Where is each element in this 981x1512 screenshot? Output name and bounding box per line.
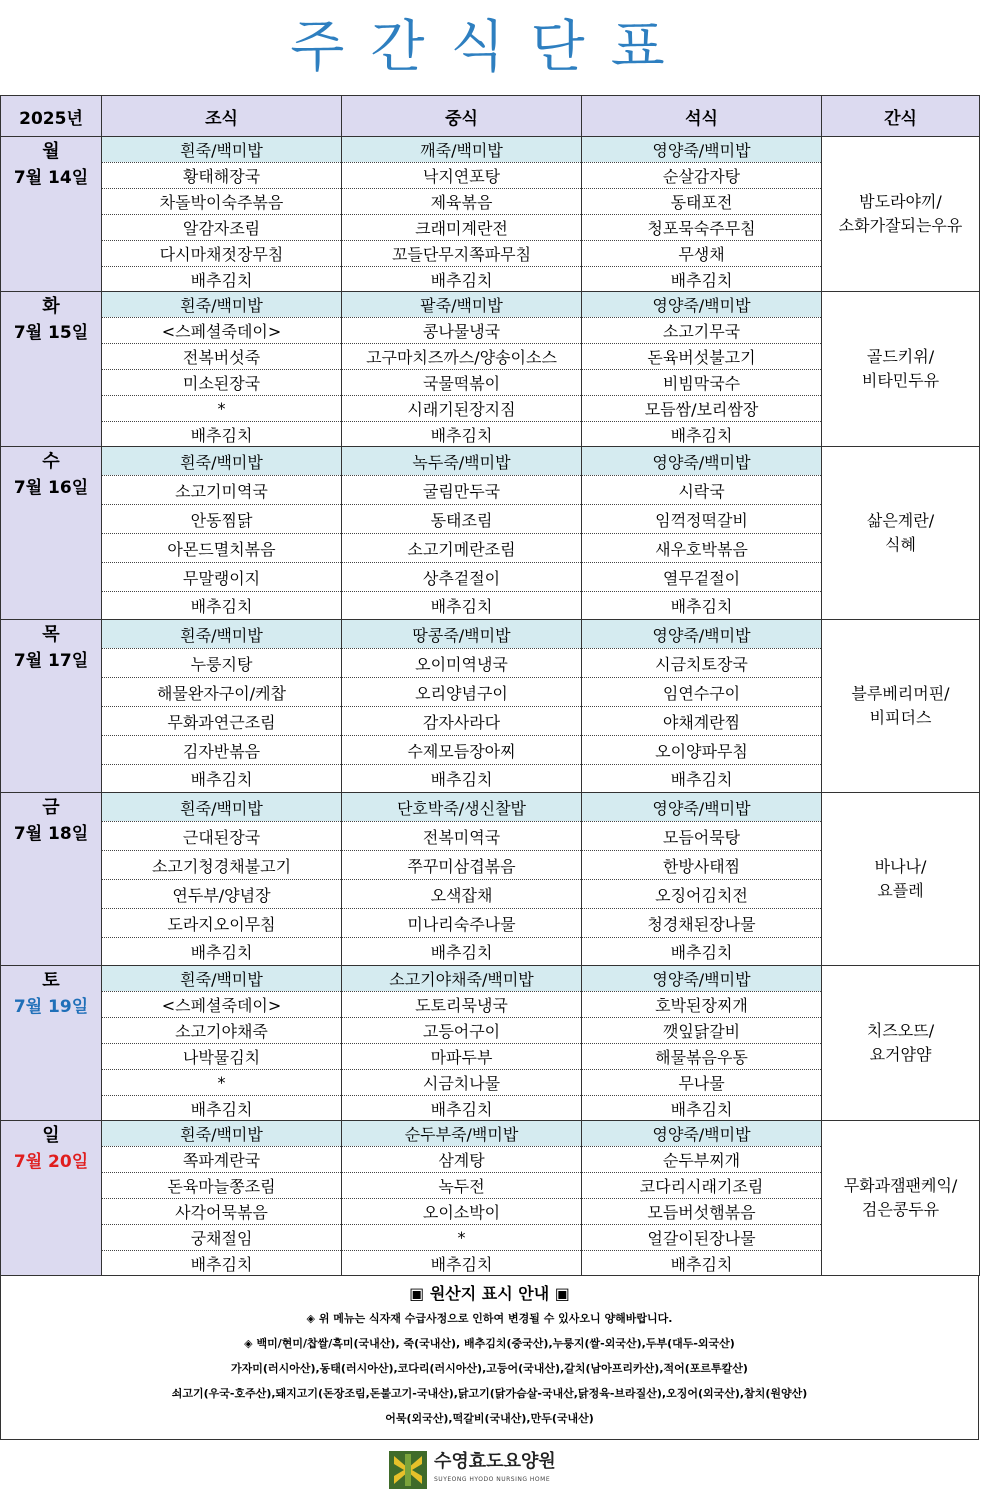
lunch-item: 오색잡채 xyxy=(342,880,582,909)
menu-row xyxy=(1,620,980,649)
breakfast-item: 김자반볶음 xyxy=(102,736,342,765)
lunch-item: 수제모듬장아찌 xyxy=(342,736,582,765)
breakfast-item: 나박물김치 xyxy=(102,1044,342,1070)
dinner-item: 청경채된장나물 xyxy=(582,909,822,938)
snack-line: 비타민두유 xyxy=(861,371,940,390)
lunch-item: 배추김치 xyxy=(342,1251,582,1276)
snack-cell xyxy=(822,447,980,620)
dinner-item: 한방사태찜 xyxy=(582,851,822,880)
lunch-item: 오이소박이 xyxy=(342,1199,582,1225)
lunch-item: 오이미역냉국 xyxy=(342,649,582,678)
dinner-item: 돈육버섯불고기 xyxy=(582,344,822,370)
menu-row xyxy=(1,1121,980,1147)
lunch-item: 팥죽/백미밥 xyxy=(342,292,582,318)
lunch-item: 꼬들단무지쪽파무침 xyxy=(342,241,582,267)
breakfast-item: 배추김치 xyxy=(102,267,342,292)
snack-line: 골드키위/ xyxy=(866,347,935,366)
breakfast-item: 차돌박이숙주볶음 xyxy=(102,189,342,215)
breakfast-item: 배추김치 xyxy=(102,765,342,793)
dinner-item: 순두부찌개 xyxy=(582,1147,822,1173)
day-cell xyxy=(1,966,102,1121)
dinner-item: 영양죽/백미밥 xyxy=(582,292,822,318)
dinner-item: 영양죽/백미밥 xyxy=(582,137,822,163)
dinner-item: 무생채 xyxy=(582,241,822,267)
breakfast-item: 흰죽/백미밥 xyxy=(102,966,342,992)
lunch-item: 오리양념구이 xyxy=(342,678,582,707)
day-date: 7월 18일 xyxy=(13,824,89,844)
lunch-item: 고등어구이 xyxy=(342,1018,582,1044)
breakfast-item: 소고기미역국 xyxy=(102,476,342,505)
breakfast-item: 전복버섯죽 xyxy=(102,344,342,370)
dinner-item: 영양죽/백미밥 xyxy=(582,966,822,992)
breakfast-item: 해물완자구이/케찹 xyxy=(102,678,342,707)
day-date: 7월 16일 xyxy=(13,478,89,498)
breakfast-item: <스페셜죽데이> xyxy=(102,992,342,1018)
snack-line: 요거얌얌 xyxy=(869,1045,932,1064)
lunch-item: 고구마치즈까스/양송이소스 xyxy=(342,344,582,370)
origin-notice xyxy=(0,1276,979,1440)
nursing-home-logo xyxy=(388,1446,598,1496)
lunch-item: 감자사라다 xyxy=(342,707,582,736)
day-name: 일 xyxy=(42,1125,60,1146)
snack-cell xyxy=(822,966,980,1121)
lunch-item: 마파두부 xyxy=(342,1044,582,1070)
breakfast-item: <스페셜죽데이> xyxy=(102,318,342,344)
breakfast-item: 누룽지탕 xyxy=(102,649,342,678)
breakfast-header: 조식 xyxy=(102,96,342,137)
dinner-item: 임꺽정떡갈비 xyxy=(582,505,822,534)
lunch-item: 배추김치 xyxy=(342,938,582,966)
snack-line: 요플레 xyxy=(877,881,924,900)
lunch-item: 제육볶음 xyxy=(342,189,582,215)
dinner-item: 영양죽/백미밥 xyxy=(582,447,822,476)
dinner-item: 시락국 xyxy=(582,476,822,505)
dinner-item: 영양죽/백미밥 xyxy=(582,1121,822,1147)
breakfast-item: 배추김치 xyxy=(102,938,342,966)
snack-cell xyxy=(822,292,980,447)
day-date: 7월 19일 xyxy=(13,997,89,1017)
logo-mark-icon xyxy=(388,1450,428,1490)
dinner-item: 배추김치 xyxy=(582,1251,822,1276)
lunch-item: 도토리묵냉국 xyxy=(342,992,582,1018)
day-name: 화 xyxy=(42,296,60,317)
dinner-item: 야채계란찜 xyxy=(582,707,822,736)
lunch-item: 국물떡볶이 xyxy=(342,370,582,396)
logo-subtitle: SUYEONG HYODO NURSING HOME xyxy=(434,1476,551,1483)
dinner-item: 무나물 xyxy=(582,1070,822,1096)
snack-line: 치즈오뜨/ xyxy=(866,1021,935,1040)
breakfast-item: 다시마채젓장무침 xyxy=(102,241,342,267)
menu-row xyxy=(1,966,980,992)
lunch-item: 콩나물냉국 xyxy=(342,318,582,344)
dinner-item: 모듬버섯햄볶음 xyxy=(582,1199,822,1225)
day-name: 토 xyxy=(42,970,60,991)
breakfast-item: 흰죽/백미밥 xyxy=(102,292,342,318)
dinner-item: 깻잎닭갈비 xyxy=(582,1018,822,1044)
snack-line: 식혜 xyxy=(885,535,916,554)
snack-header: 간식 xyxy=(822,96,980,137)
header-row xyxy=(1,96,980,137)
notice-line: 어묵(외국산),떡갈비(국내산),만두(국내산) xyxy=(385,1412,594,1425)
day-cell xyxy=(1,292,102,447)
lunch-item: 전복미역국 xyxy=(342,822,582,851)
dinner-item: 오이양파무침 xyxy=(582,736,822,765)
breakfast-item: 무화과연근조림 xyxy=(102,707,342,736)
breakfast-item: 배추김치 xyxy=(102,1251,342,1276)
breakfast-item: 무말랭이지 xyxy=(102,563,342,592)
dinner-item: 배추김치 xyxy=(582,267,822,292)
lunch-item: 시금치나물 xyxy=(342,1070,582,1096)
lunch-item: 낙지연포탕 xyxy=(342,163,582,189)
breakfast-item: 사각어묵볶음 xyxy=(102,1199,342,1225)
lunch-item: 배추김치 xyxy=(342,267,582,292)
dinner-item: 시금치토장국 xyxy=(582,649,822,678)
dinner-item: 임연수구이 xyxy=(582,678,822,707)
notice-title: ▣ 원산지 표시 안내 ▣ xyxy=(409,1284,570,1303)
breakfast-item: * xyxy=(102,1070,342,1096)
dinner-item: 동태포전 xyxy=(582,189,822,215)
weekly-menu-table xyxy=(0,95,980,1276)
logo-name: 수영효도요양원 xyxy=(434,1451,556,1472)
dinner-item: 새우호박볶음 xyxy=(582,534,822,563)
lunch-item: 동태조림 xyxy=(342,505,582,534)
breakfast-item: * xyxy=(102,396,342,422)
breakfast-item: 흰죽/백미밥 xyxy=(102,137,342,163)
breakfast-item: 배추김치 xyxy=(102,592,342,620)
notice-line: 가자미(러시아산),동태(러시아산),코다리(러시아산),고등어(국내산),갈치(남아프리카산),적어(포르투칼산) xyxy=(231,1362,748,1375)
day-cell xyxy=(1,1121,102,1276)
breakfast-item: 도라지오이무침 xyxy=(102,909,342,938)
dinner-item: 영양죽/백미밥 xyxy=(582,793,822,822)
breakfast-item: 흰죽/백미밥 xyxy=(102,447,342,476)
lunch-item: 굴림만두국 xyxy=(342,476,582,505)
breakfast-item: 황태해장국 xyxy=(102,163,342,189)
dinner-item: 소고기무국 xyxy=(582,318,822,344)
breakfast-item: 알감자조림 xyxy=(102,215,342,241)
lunch-item: 녹두전 xyxy=(342,1173,582,1199)
dinner-item: 영양죽/백미밥 xyxy=(582,620,822,649)
breakfast-item: 미소된장국 xyxy=(102,370,342,396)
snack-line: 무화과잼팬케익/ xyxy=(843,1176,958,1195)
dinner-item: 순살감자탕 xyxy=(582,163,822,189)
day-name: 목 xyxy=(42,624,60,645)
snack-line: 밤도라야끼/ xyxy=(859,192,942,211)
breakfast-item: 궁채절임 xyxy=(102,1225,342,1251)
breakfast-item: 배추김치 xyxy=(102,1096,342,1121)
snack-line: 검은콩두유 xyxy=(861,1200,940,1219)
dinner-item: 모듬쌈/보리쌈장 xyxy=(582,396,822,422)
dinner-item: 배추김치 xyxy=(582,592,822,620)
snack-cell xyxy=(822,137,980,292)
lunch-item: 배추김치 xyxy=(342,592,582,620)
breakfast-item: 흰죽/백미밥 xyxy=(102,620,342,649)
lunch-item: * xyxy=(342,1225,582,1251)
day-cell xyxy=(1,793,102,966)
snack-line: 소화가잘되는우유 xyxy=(838,216,963,235)
dinner-item: 해물볶음우동 xyxy=(582,1044,822,1070)
breakfast-item: 배추김치 xyxy=(102,422,342,447)
dinner-item: 배추김치 xyxy=(582,938,822,966)
dinner-item: 호박된장찌개 xyxy=(582,992,822,1018)
lunch-item: 크래미계란전 xyxy=(342,215,582,241)
breakfast-item: 근대된장국 xyxy=(102,822,342,851)
snack-cell xyxy=(822,620,980,793)
dinner-item: 배추김치 xyxy=(582,1096,822,1121)
breakfast-item: 흰죽/백미밥 xyxy=(102,793,342,822)
lunch-item: 삼계탕 xyxy=(342,1147,582,1173)
dinner-item: 열무겉절이 xyxy=(582,563,822,592)
menu-row xyxy=(1,447,980,476)
lunch-item: 배추김치 xyxy=(342,422,582,447)
dinner-item: 얼갈이된장나물 xyxy=(582,1225,822,1251)
notice-line: ◈ 백미/현미/찹쌀/흑미(국내산), 죽(국내산), 배추김치(중국산),누룽지(쌀-외국산),두부(대두-외국산) xyxy=(244,1337,735,1350)
snack-cell xyxy=(822,1121,980,1276)
dinner-item: 코다리시래기조림 xyxy=(582,1173,822,1199)
menu-row xyxy=(1,137,980,163)
notice-line: 쇠고기(우국-호주산),돼지고기(돈장조림,돈불고기-국내산),닭고기(닭가슴살-국내산,닭정육-브라질산),오징어(외국산),참치(원양산) xyxy=(171,1387,808,1400)
breakfast-item: 흰죽/백미밥 xyxy=(102,1121,342,1147)
lunch-header: 중식 xyxy=(342,96,582,137)
lunch-item: 깨죽/백미밥 xyxy=(342,137,582,163)
dinner-item: 배추김치 xyxy=(582,765,822,793)
snack-line: 비피더스 xyxy=(869,708,932,727)
day-cell xyxy=(1,620,102,793)
day-name: 월 xyxy=(42,141,60,162)
dinner-item: 청포묵숙주무침 xyxy=(582,215,822,241)
day-cell xyxy=(1,447,102,620)
menu-row xyxy=(1,793,980,822)
dinner-item: 모듬어묵탕 xyxy=(582,822,822,851)
lunch-item: 배추김치 xyxy=(342,1096,582,1121)
breakfast-item: 아몬드멸치볶음 xyxy=(102,534,342,563)
breakfast-item: 안동찜닭 xyxy=(102,505,342,534)
breakfast-item: 소고기야채죽 xyxy=(102,1018,342,1044)
lunch-item: 쭈꾸미삼겹볶음 xyxy=(342,851,582,880)
dinner-item: 비빔막국수 xyxy=(582,370,822,396)
breakfast-item: 연두부/양념장 xyxy=(102,880,342,909)
breakfast-item: 소고기청경채불고기 xyxy=(102,851,342,880)
year-header: 2025년 xyxy=(1,96,102,137)
snack-cell xyxy=(822,793,980,966)
lunch-item: 순두부죽/백미밥 xyxy=(342,1121,582,1147)
lunch-item: 단호박죽/생신찰밥 xyxy=(342,793,582,822)
lunch-item: 미나리숙주나물 xyxy=(342,909,582,938)
snack-line: 블루베리머핀/ xyxy=(851,684,950,703)
breakfast-item: 쪽파계란국 xyxy=(102,1147,342,1173)
snack-line: 바나나/ xyxy=(874,857,927,876)
day-name: 수 xyxy=(42,451,60,472)
dinner-header: 석식 xyxy=(582,96,822,137)
dinner-item: 오징어김치전 xyxy=(582,880,822,909)
day-date: 7월 14일 xyxy=(13,168,89,188)
day-name: 금 xyxy=(42,797,60,818)
breakfast-item: 돈육마늘쫑조림 xyxy=(102,1173,342,1199)
snack-line: 삶은계란/ xyxy=(866,511,935,530)
lunch-item: 소고기야채죽/백미밥 xyxy=(342,966,582,992)
lunch-item: 녹두죽/백미밥 xyxy=(342,447,582,476)
page-title: 주간식단표 xyxy=(290,15,691,80)
dinner-item: 배추김치 xyxy=(582,422,822,447)
lunch-item: 소고기메란조림 xyxy=(342,534,582,563)
lunch-item: 땅콩죽/백미밥 xyxy=(342,620,582,649)
lunch-item: 상추겉절이 xyxy=(342,563,582,592)
menu-row xyxy=(1,292,980,318)
day-date: 7월 20일 xyxy=(13,1152,89,1172)
day-date: 7월 15일 xyxy=(13,323,89,343)
lunch-item: 시래기된장지짐 xyxy=(342,396,582,422)
day-cell xyxy=(1,137,102,292)
day-date: 7월 17일 xyxy=(13,651,89,671)
lunch-item: 배추김치 xyxy=(342,765,582,793)
notice-line: ◈ 위 메뉴는 식자재 수급사정으로 인하여 변경될 수 있사오니 양해바랍니다. xyxy=(306,1312,673,1325)
